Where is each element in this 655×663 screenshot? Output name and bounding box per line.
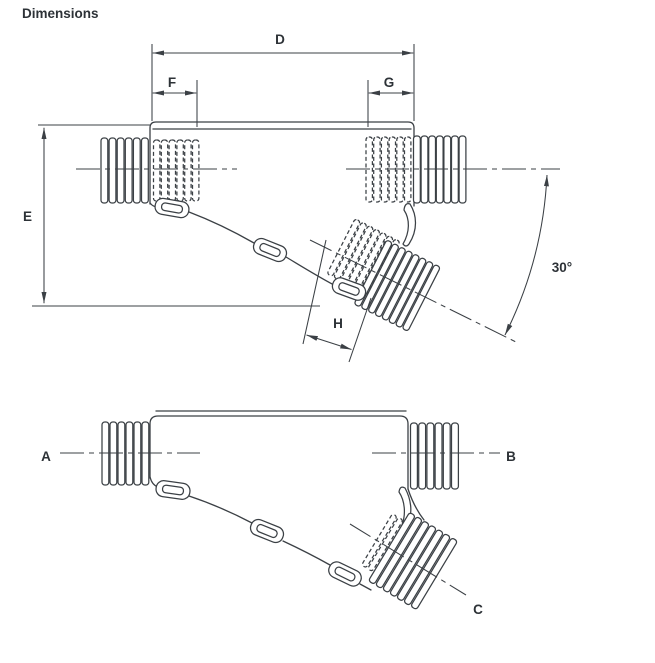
cable-tie-tab [155, 480, 191, 501]
page-title: Dimensions [22, 6, 99, 21]
dim-label-f: F [167, 75, 177, 90]
cable-tie-tab [154, 197, 190, 219]
cable-tie-tab [248, 517, 286, 545]
dim-label-g: G [383, 75, 395, 90]
cable-tie-tab [251, 236, 289, 264]
dim-label-e: E [22, 209, 33, 224]
cable-tie-tab [326, 559, 364, 588]
dimension-f [153, 75, 197, 127]
port-label-c: C [473, 602, 483, 617]
right-conduit [411, 423, 459, 489]
body-slope-segment [360, 584, 371, 590]
body-slope-segment [286, 257, 334, 285]
extension-line [303, 240, 326, 344]
bottom-view-diagram [41, 411, 516, 617]
left-conduit-hidden [154, 140, 199, 201]
body-slope-segment [189, 496, 252, 523]
dim-label-h: H [333, 316, 343, 331]
left-conduit [101, 138, 148, 203]
body-slope-segment [189, 212, 254, 243]
angle-arc [505, 175, 547, 335]
body-slope-segment [283, 541, 330, 565]
dim-label-d: D [275, 32, 285, 47]
port-label-b: B [506, 449, 516, 464]
dimension-line-h [307, 335, 352, 350]
dimension-d [152, 32, 414, 121]
top-view-diagram [23, 32, 572, 362]
angle-label: 30° [551, 260, 573, 275]
branch-conduit [368, 512, 457, 609]
angle-annotation [505, 175, 572, 335]
body-flap [403, 204, 416, 246]
extension-line [349, 298, 371, 362]
port-label-a: A [41, 449, 51, 464]
dimension-g [368, 75, 413, 127]
